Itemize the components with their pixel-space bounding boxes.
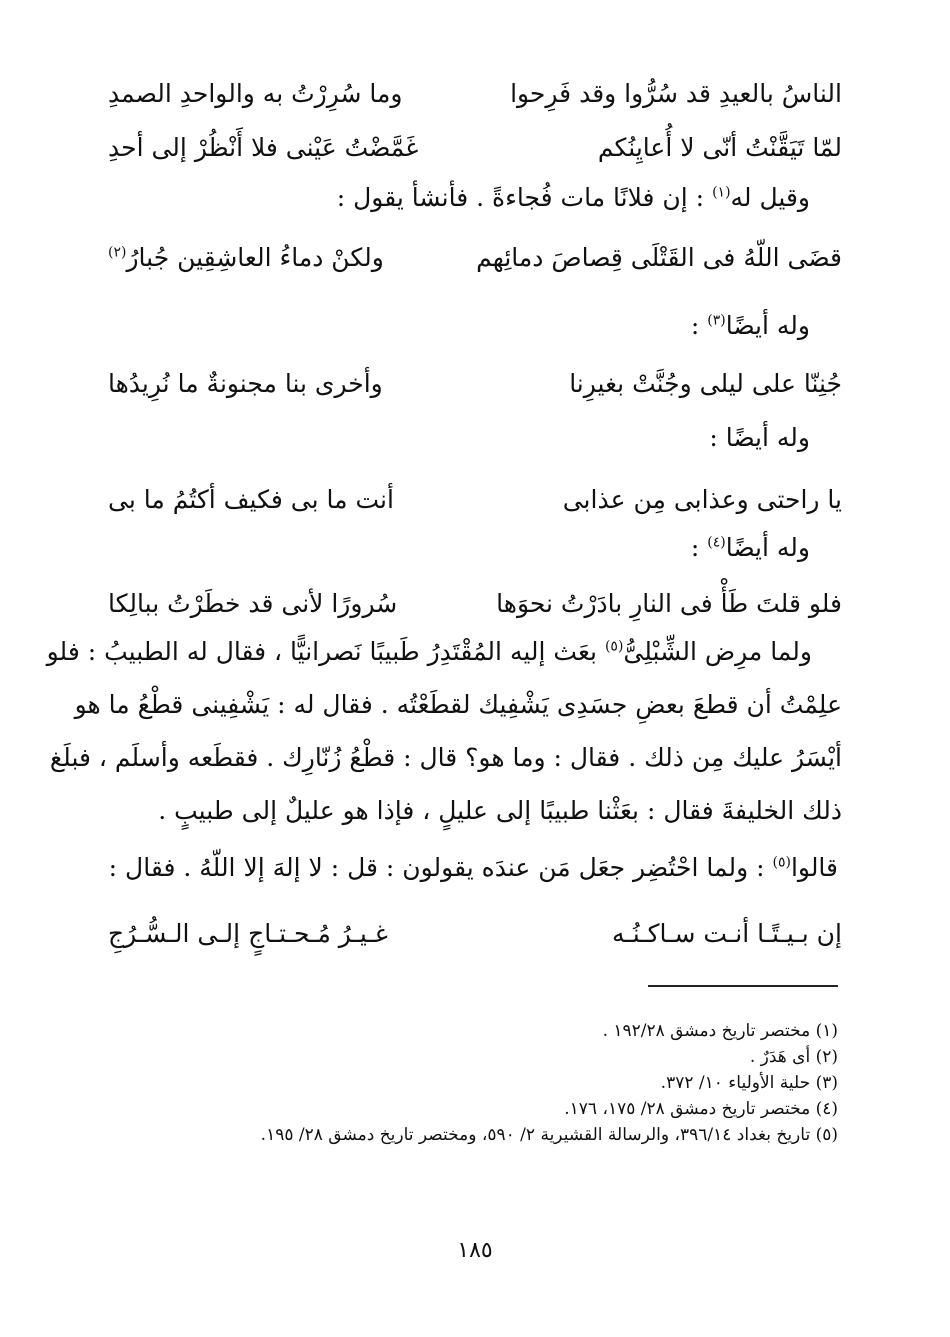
footnote-marker: (٤) xyxy=(707,534,726,551)
footnote-3: (٣) حلية الأولياء ١٠/ ٣٧٢. xyxy=(660,1073,838,1093)
intro-line-3: وله أيضًا : xyxy=(709,423,810,452)
intro-text: وله أيضًا xyxy=(725,533,810,562)
verse-hemistich-second: وأخرى بنا مجنونةٌ ما نُرِيدُها xyxy=(108,369,383,398)
footnote-marker: (٢) xyxy=(108,244,127,261)
verse-hemistich-first: قضَى اللّهُ فى القَتْلَى قِصاصَ دمائِهم xyxy=(476,243,842,272)
verse-hemistich-second xyxy=(108,236,384,280)
footnote-4: (٤) مختصر تاريخ دمشق ٢٨/ ١٧٥، ١٧٦. xyxy=(564,1099,838,1119)
intro-line-2 xyxy=(108,306,810,346)
verse-hemistich-first: لمّا تَيَقَّنْتُ أنّى لا أُعايِنُكم xyxy=(597,133,842,162)
prose-text: قالوا xyxy=(790,853,838,882)
footnote-marker: (٣) xyxy=(707,312,726,329)
page-number: ١٨٥ xyxy=(457,1238,493,1263)
intro-line-4 xyxy=(108,528,810,568)
prose-paragraph-2 xyxy=(108,848,838,888)
intro-line-1 xyxy=(108,178,810,218)
verse-hemistich-second: سُرورًا لأنى قد خطَرْتُ ببالِكا xyxy=(108,589,398,618)
verse-line-2 xyxy=(108,126,842,170)
prose-text: بعَث إليه المُقْتَدِرُ طَبيبًا نَصرانيًّا ، فقال له الطبيبُ : فلو xyxy=(46,637,597,666)
footnote-marker: (٥) xyxy=(604,638,624,655)
verse-hemistich-second: وما سُرِرْتُ به والواحدِ الصمدِ xyxy=(108,79,403,108)
verse-hemistich-second: غـيـرُ مُـحـتـاجٍ إلـى الـسُّـرُجِ xyxy=(108,919,388,948)
verse-line-7 xyxy=(108,912,842,956)
verse-line-3 xyxy=(108,236,842,280)
prose-line xyxy=(46,632,842,672)
prose-line: ذلك الخليفةَ فقال : بعَثْنا طبيبًا إلى عليلٍ ، فإذا هو عليلٌ إلى طبيبٍ . xyxy=(158,796,842,825)
prose-paragraph-1 xyxy=(46,632,842,831)
intro-text: وقيل له xyxy=(730,183,810,212)
intro-text-rest: : xyxy=(690,311,700,340)
intro-text-rest: : إن فلانًا مات فُجاءةً . فأنشأ يقول : xyxy=(336,183,705,212)
verse-hemistich-first: يا راحتى وعذابى مِن عذابى xyxy=(562,485,842,514)
footnote-marker: (٥) xyxy=(772,854,791,871)
prose-text-rest: : ولما احْتُضِر جعَل مَن عندَه يقولون : قل : لا إلهَ إلا اللّهُ . فقال : xyxy=(108,853,765,882)
footnote-separator xyxy=(648,985,838,987)
verse-line-1 xyxy=(108,72,842,116)
prose-line: علِمْتُ أن قطعَ بعضِ جسَدِى يَشْفِيك لقطَعْتُه . فقال له : يَشْفِينى قطْعُ ما هو xyxy=(74,690,842,719)
prose-line: أيْسَرُ عليك مِن ذلك . فقال : وما هو؟ قال : قطْعُ زُنّارِك . فقطَعه وأسلَم ، فبلَغ xyxy=(49,743,842,772)
footnotes xyxy=(140,1018,838,1148)
intro-text-rest: : xyxy=(690,533,700,562)
verse-hemistich-second: أنت ما بى فكيف أكتُمُ ما بى xyxy=(108,485,394,514)
verse-hemistich-second: غَمَّضْتُ عَيْنى فلا أَنْظُرْ إلى أحدِ xyxy=(108,133,419,162)
verse-line-4 xyxy=(108,362,842,406)
verse-hemistich-first: فلو قلتَ طَأْ فى النارِ بادَرْتُ نحوَها xyxy=(496,589,842,618)
verse-hemistich-first: إن بـيـتًـا أنـت سـاكـنُـه xyxy=(612,919,842,948)
intro-text: وله أيضًا xyxy=(725,311,810,340)
footnote-2: (٢) أى هَدَرٌ . xyxy=(749,1047,838,1067)
footnote-5: (٥) تاريخ بغداد ٣٩٦/١٤، والرسالة القشيرية ٢/ ٥٩٠، ومختصر تاريخ دمشق ٢٨/ ١٩٥. xyxy=(260,1125,838,1145)
prose-text: ولما مرِض الشِّبْلِىُّ xyxy=(623,637,812,666)
verse-hemistich-first: جُنِنّا على ليلى وجُنَّتْ بغيرِنا xyxy=(569,369,842,398)
verse-text: ولكنْ دماءُ العاشِقِين جُبارُ xyxy=(126,243,384,272)
verse-line-5 xyxy=(108,478,842,522)
verse-line-6 xyxy=(108,582,842,626)
footnote-marker: (١) xyxy=(712,184,731,201)
verse-hemistich-first: الناسُ بالعيدِ قد سُرُّوا وقد فَرِحوا xyxy=(510,79,842,108)
footnote-1: (١) مختصر تاريخ دمشق ١٩٢/٢٨ . xyxy=(602,1021,838,1041)
